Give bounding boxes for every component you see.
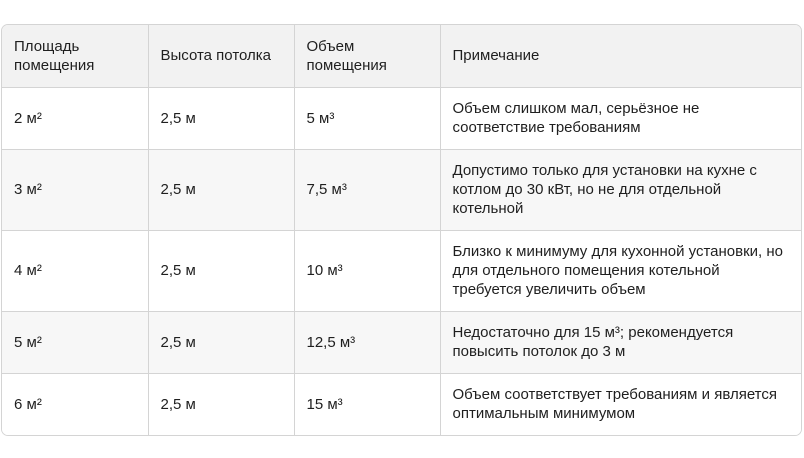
cell-area: 2 м² bbox=[2, 87, 148, 149]
cell-ceiling-height: 2,5 м bbox=[148, 149, 294, 230]
cell-note: Объем соответствует требованиям и является оптимальным минимумом bbox=[452, 386, 777, 423]
header-room-volume: Объем помещения bbox=[294, 25, 440, 87]
header-ceiling-height: Высота потолка bbox=[148, 25, 294, 87]
cell-note: Объем слишком мал, серьёзное не соответствие требованиям bbox=[440, 87, 801, 149]
table-header bbox=[2, 25, 801, 87]
cell-room-volume: 10 м³ bbox=[294, 230, 440, 311]
table-row bbox=[2, 311, 801, 373]
table-row bbox=[2, 149, 801, 230]
header-area: Площадь помещения bbox=[2, 25, 148, 87]
cell-area: 3 м² bbox=[2, 149, 148, 230]
table-row bbox=[2, 230, 801, 311]
cell-room-volume: 12,5 м³ bbox=[294, 311, 440, 373]
cell-room-volume: 15 м³ bbox=[294, 373, 440, 435]
cell-note: Недостаточно для 15 м³; рекомендуется повысить потолок до 3 м bbox=[440, 311, 801, 373]
cell-area: 4 м² bbox=[2, 230, 148, 311]
cell-note: Допустимо только для установки на кухне с котлом до 30 кВт, но не для отдельной котельной bbox=[440, 149, 801, 230]
table-body bbox=[2, 87, 801, 435]
cell-area: 6 м² bbox=[2, 373, 148, 435]
table-row bbox=[2, 87, 801, 149]
header-row bbox=[2, 25, 801, 87]
cell-ceiling-height: 2,5 м bbox=[148, 311, 294, 373]
cell-room-volume: 5 м³ bbox=[294, 87, 440, 149]
cell-area: 5 м² bbox=[2, 311, 148, 373]
cell-note: Близко к минимуму для кухонной установки, но для отдельного помещения котельной требуется увеличить объем bbox=[440, 230, 801, 311]
cell-room-volume: 7,5 м³ bbox=[294, 149, 440, 230]
table-row bbox=[2, 373, 801, 435]
cell-ceiling-height: 2,5 м bbox=[148, 87, 294, 149]
cell-ceiling-height: 2,5 м bbox=[148, 373, 294, 435]
header-note: Примечание bbox=[440, 25, 801, 87]
room-volume-table bbox=[1, 24, 802, 436]
cell-ceiling-height: 2,5 м bbox=[148, 230, 294, 311]
data-table bbox=[2, 25, 801, 435]
